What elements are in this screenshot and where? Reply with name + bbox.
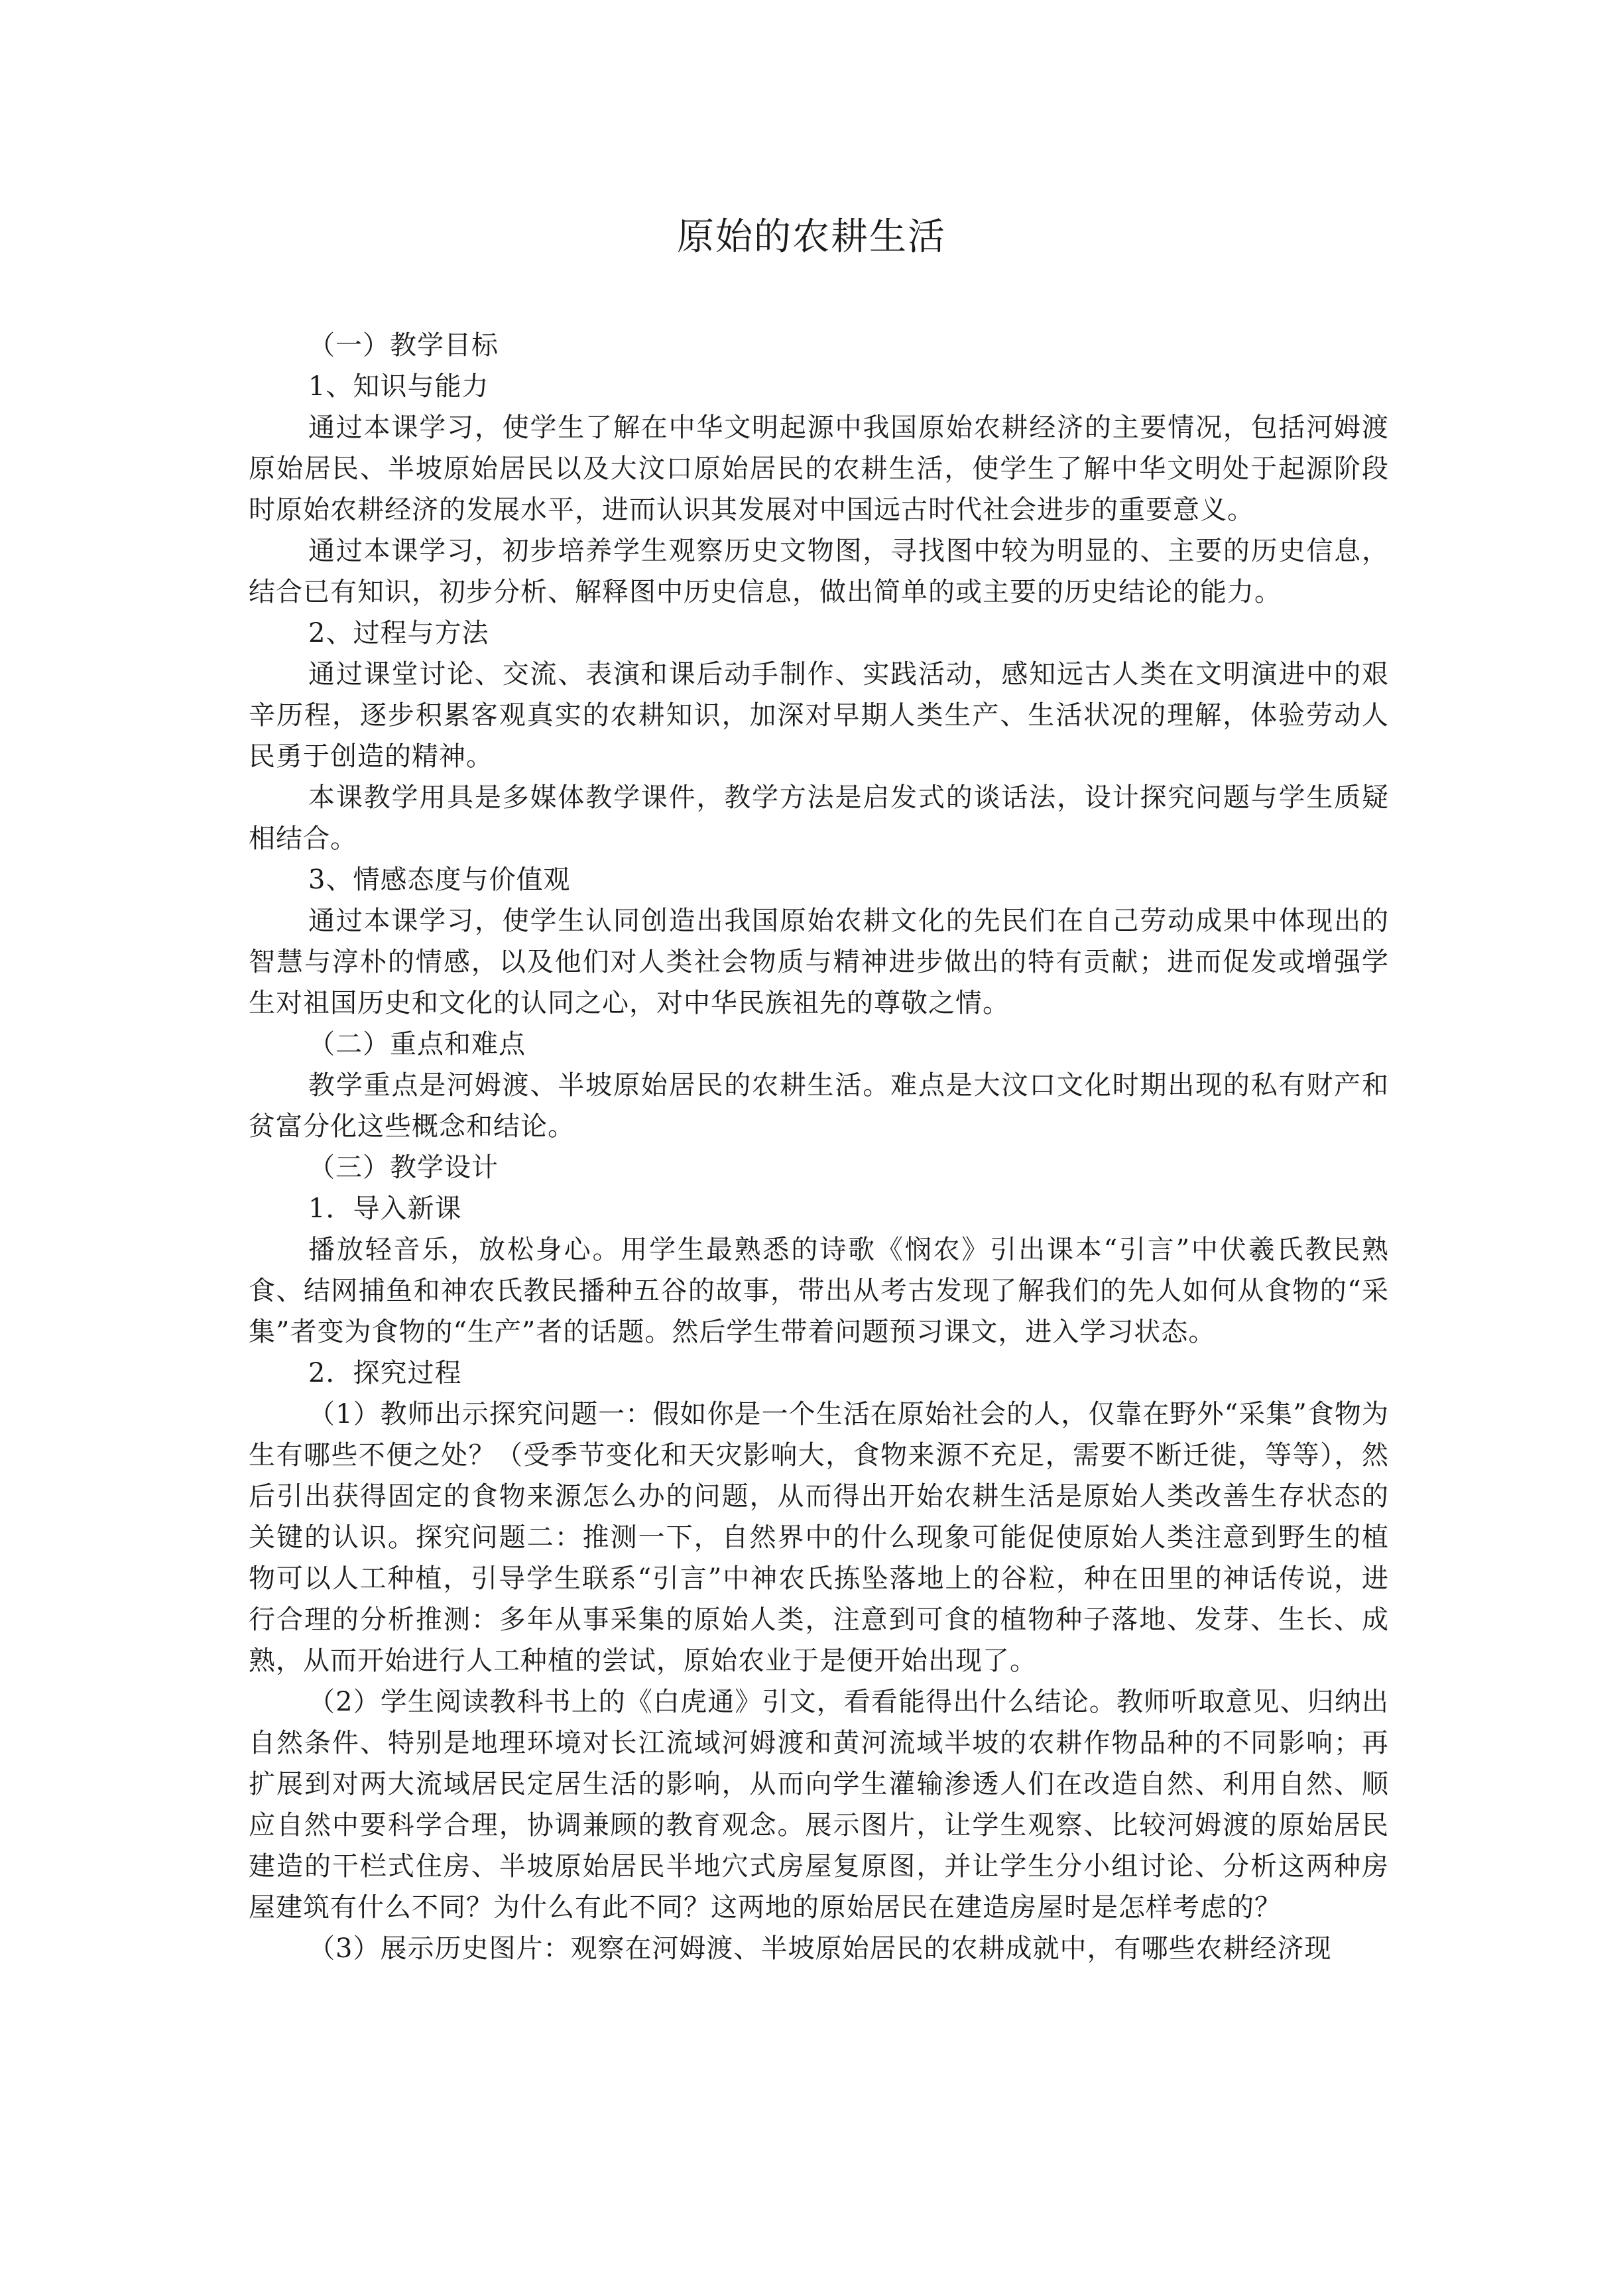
- body-paragraph: 教学重点是河姆渡、半坡原始居民的农耕生活。难点是大汶口文化时期出现的私有财产和贫富分化这些概念和结论。: [249, 1070, 1389, 1142]
- section-heading: （二）重点和难点: [308, 1029, 526, 1059]
- body-paragraph: 通过本课学习，使学生认同创造出我国原始农耕文化的先民们在自己劳动成果中体现出的智慧与淳朴的情感，以及他们对人类社会物质与精神进步做出的特有贡献；进而促发或增强学生对祖国历史和文化的认同之心，对中华民族祖先的尊敬之情。: [249, 906, 1389, 1018]
- body-paragraph: 通过本课学习，使学生了解在中华文明起源中我国原始农耕经济的主要情况，包括河姆渡原始居民、半坡原始居民以及大汶口原始居民的农耕生活，使学生了解中华文明处于起源阶段时原始农耕经济的发展水平，进而认识其发展对中国远古时代社会进步的重要意义。: [249, 412, 1389, 525]
- subsection-heading: 1、知识与能力: [308, 371, 489, 402]
- section-heading: （三）教学设计: [308, 1152, 499, 1183]
- body-paragraph: （1）教师出示探究问题一：假如你是一个生活在原始社会的人，仅靠在野外“采集”食物为生有哪些不便之处？（受季节变化和天灾影响大，食物来源不充足，需要不断迁徙，等等），然后引出获得固定的食物来源怎么办的问题，从而得出开始农耕生活是原始人类改善生存状态的关键的认识。探究问题二：推测一下，自然界中的什么现象可能促使原始人类注意到野生的植物可以人工种植，引导学生联系“引言”中神农氏拣坠落地上的谷粒，种在田里的神话传说，进行合理的分析推测：多年从事采集的原始人类，注意到可食的植物种子落地、发芽、生长、成熟，从而开始进行人工种植的尝试，原始农业于是便开始出现了。: [249, 1399, 1389, 1676]
- section-heading: （一）教学目标: [308, 330, 499, 361]
- body-paragraph: 通过本课学习，初步培养学生观察历史文物图，寻找图中较为明显的、主要的历史信息，结合已有知识，初步分析、解释图中历史信息，做出简单的或主要的历史结论的能力。: [249, 536, 1389, 607]
- document-title: 原始的农耕生活: [677, 215, 946, 259]
- body-paragraph: 本课教学用具是多媒体教学课件，教学方法是启发式的谈话法，设计探究问题与学生质疑相结合。: [249, 782, 1389, 854]
- body-paragraph: 播放轻音乐，放松身心。用学生最熟悉的诗歌《悯农》引出课本“引言”中伏羲氏教民熟食、结网捕鱼和神农氏教民播种五谷的故事，带出从考古发现了解我们的先人如何从食物的“采集”者变为食物的“生产”者的话题。然后学生带着问题预习课文，进入学习状态。: [249, 1235, 1389, 1347]
- body-paragraph: 通过课堂讨论、交流、表演和课后动手制作、实践活动，感知远古人类在文明演进中的艰辛历程，逐步积累客观真实的农耕知识，加深对早期人类生产、生活状况的理解，体验劳动人民勇于创造的精神。: [249, 659, 1389, 772]
- document-body: [249, 325, 1389, 1969]
- subsection-heading: 1．导入新课: [308, 1193, 462, 1224]
- subsection-heading: 3、情感态度与价值观: [308, 865, 571, 895]
- body-paragraph: （3）展示历史图片：观察在河姆渡、半坡原始居民的农耕成就中，有哪些农耕经济现: [308, 1933, 1332, 1964]
- body-paragraph: （2）学生阅读教科书上的《白虎通》引文，看看能得出什么结论。教师听取意见、归纳出自然条件、特别是地理环境对长江流域河姆渡和黄河流域半坡的农耕作物品种的不同影响；再扩展到对两大流域居民定居生活的影响，从而向学生灌输渗透人们在改造自然、利用自然、顺应自然中要科学合理，协调兼顾的教育观念。展示图片，让学生观察、比较河姆渡的原始居民建造的干栏式住房、半坡原始居民半地穴式房屋复原图，并让学生分小组讨论、分析这两种房屋建筑有什么不同？为什么有此不同？这两地的原始居民在建造房屋时是怎样考虑的？: [249, 1687, 1389, 1923]
- subsection-heading: 2．探究过程: [308, 1358, 462, 1388]
- subsection-heading: 2、过程与方法: [308, 618, 489, 648]
